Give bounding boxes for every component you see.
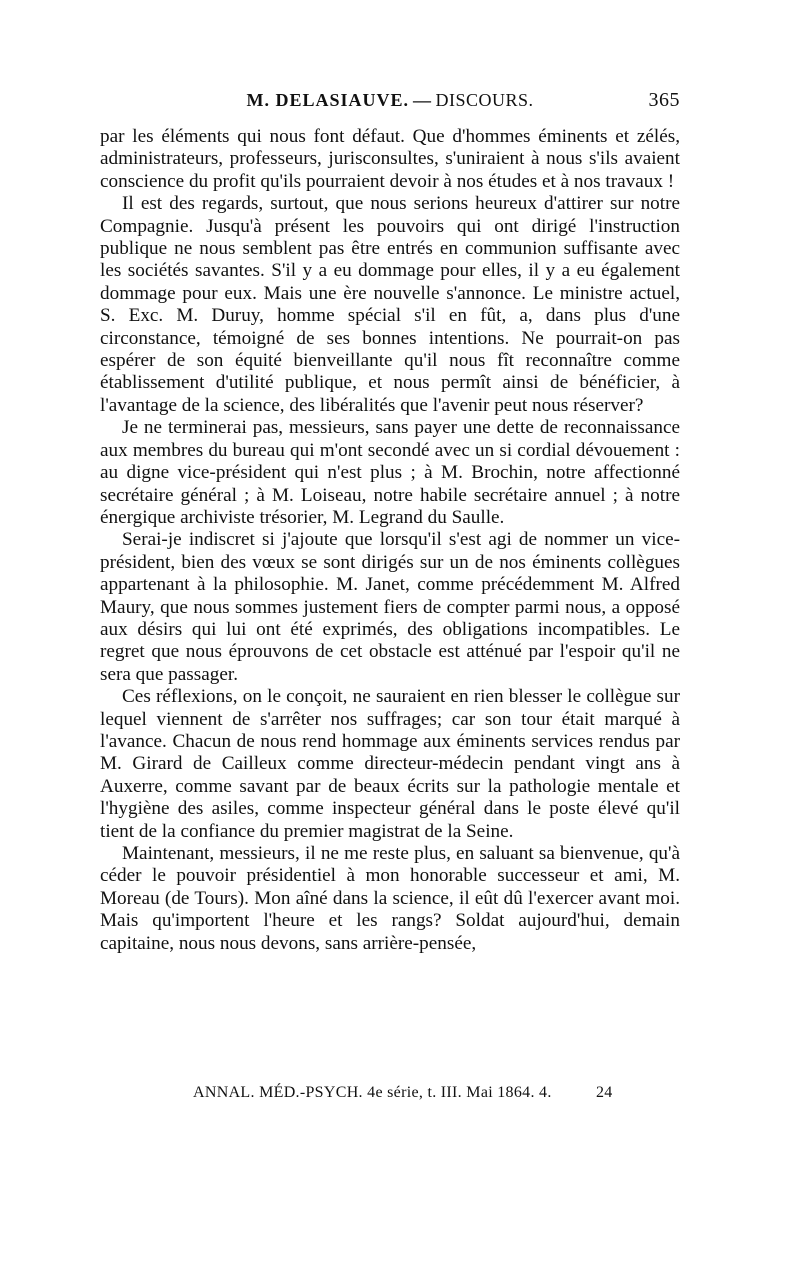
paragraph: Ces réflexions, on le conçoit, ne sauraient en rien blesser le collègue sur lequel viennent de s'arrêter nos suffrages; car son tour était marqué à l'avance. Chacun de nous rend hommage aux éminents services rendus par M. Girard de Cailleux comme directeur-médecin pendant vingt ans à Auxerre, comme savant par de beaux écrits sur la pathologie mentale et l'hygiène des asiles, comme inspecteur général dans le poste élevé qu'il tient de la confiance du premier magistrat de la Seine. [100, 686, 680, 842]
running-head-separator: — [413, 90, 432, 110]
page-number: 365 [648, 89, 680, 111]
body-text [100, 126, 680, 955]
running-head [100, 88, 680, 112]
paragraph-continued: par les éléments qui nous font défaut. Que d'hommes éminents et zélés, administrateurs, professeurs, jurisconsultes, s'uniraient à nous s'ils avaient conscience du profit qu'ils pourraient devoir à nos études et à nos travaux ! [100, 126, 680, 192]
paragraph: Il est des regards, surtout, que nous serions heureux d'attirer sur notre Compagnie. Jusqu'à présent les pouvoirs qui ont dirigé l'instruction publique ne nous semblent pas être entrés en communion suffisante avec les sociétés savantes. S'il y a eu dommage pour elles, il y a eu également dommage pour eux. Mais une ère nouvelle s'annonce. Le ministre actuel, S. Exc. M. Duruy, homme spécial s'il en fût, a, dans plus d'une circonstance, témoigné de ses bonnes intentions. Ne pourrait-on pas espérer de son équité bienveillante qu'il nous fît reconnaître comme établissement d'utilité publique, et nous permît ainsi de bénéficier, à l'avantage de la science, des libéralités que l'avenir peut nous réserver? [100, 193, 680, 416]
running-head-section: DISCOURS. [435, 90, 534, 110]
paragraph: Serai-je indiscret si j'ajoute que lorsqu'il s'est agi de nommer un vice-président, bien des vœux se sont dirigés sur un de nos éminents collègues appartenant à la philosophie. M. Janet, comme précédemment M. Alfred Maury, que nous sommes justement fiers de compter parmi nous, a opposé aux désirs qui lui ont été exprimés, des obligations incompatibles. Le regret que nous éprouvons de cet obstacle est atténué par l'espoir qu'il ne sera que passager. [100, 529, 680, 685]
document-page [100, 88, 680, 955]
sheet-number: 24 [595, 1084, 613, 1101]
paragraph: Je ne terminerai pas, messieurs, sans payer une dette de reconnaissance aux membres du bureau qui m'ont secondé avec un si cordial dévouement : au digne vice-président qui n'est plus ; à M. Brochin, notre affectionné secrétaire général ; à M. Loiseau, notre habile secrétaire annuel ; à notre énergique archiviste trésorier, M. Legrand du Saulle. [100, 417, 680, 528]
signature-line: ANNAL. MÉD.-PSYCH. 4e série, t. III. Mai 1864. 4. [193, 1084, 552, 1101]
page-footer [175, 1083, 705, 1103]
running-head-author: M. DELASIAUVE. [246, 90, 409, 110]
paragraph: Maintenant, messieurs, il ne me reste plus, en saluant sa bienvenue, qu'à céder le pouvoir présidentiel à mon honorable successeur et ami, M. Moreau (de Tours). Mon aîné dans la science, il eût dû l'exercer avant moi. Mais qu'importent l'heure et les rangs? Soldat aujourd'hui, demain capitaine, nous nous devons, sans arrière-pensée, [100, 843, 680, 954]
